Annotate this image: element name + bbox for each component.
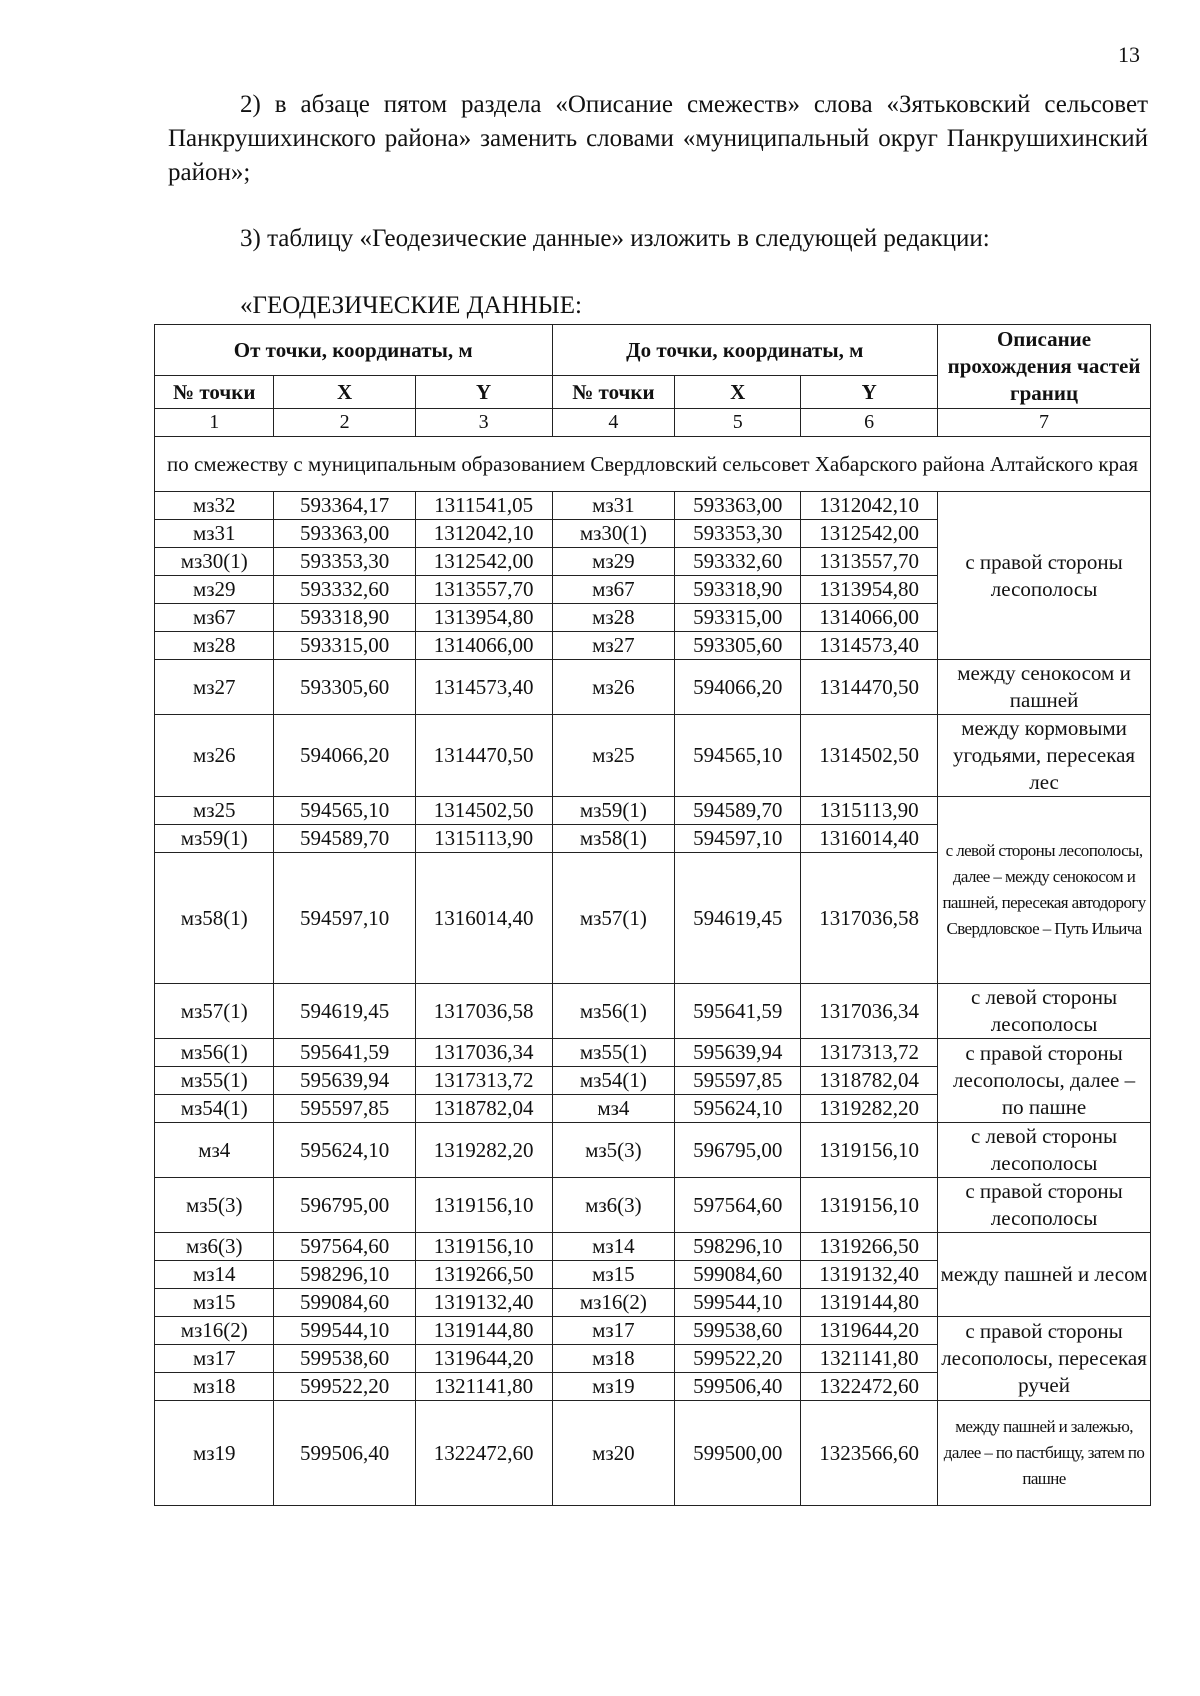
boundary-description-cell: с правой стороны лесополосы, далее – по пашне [938, 1039, 1151, 1123]
point-to-cell: мз58(1) [552, 825, 675, 853]
header-point-from: № точки [155, 376, 274, 409]
amendment-paragraph-3 [240, 222, 1140, 256]
x-to-cell: 594597,10 [675, 825, 801, 853]
section-title: по смежеству с муниципальным образованием Свердловский сельсовет Хабарского района Алтайского края [155, 437, 1151, 492]
point-from-cell: мз32 [155, 492, 274, 520]
table-row [155, 1039, 1151, 1067]
y-from-cell: 1311541,05 [415, 492, 552, 520]
x-from-cell: 593353,30 [274, 548, 415, 576]
boundary-description-cell: с правой стороны лесополосы [938, 1178, 1151, 1233]
header-y-from: Y [415, 376, 552, 409]
y-to-cell: 1319266,50 [801, 1233, 938, 1261]
boundary-description-cell: с левой стороны лесополосы [938, 984, 1151, 1039]
column-number: 4 [552, 409, 675, 437]
x-from-cell: 595639,94 [274, 1067, 415, 1095]
header-to-point: До точки, координаты, м [552, 325, 938, 376]
page-number: 13 [1118, 42, 1140, 67]
point-from-cell: мз17 [155, 1345, 274, 1373]
point-from-cell: мз25 [155, 797, 274, 825]
x-to-cell: 593315,00 [675, 604, 801, 632]
x-to-cell: 595597,85 [675, 1067, 801, 1095]
geodetic-data-table [154, 324, 1151, 1506]
x-to-cell: 599506,40 [675, 1373, 801, 1401]
y-from-cell: 1313954,80 [415, 604, 552, 632]
point-to-cell: мз56(1) [552, 984, 675, 1039]
x-to-cell: 599538,60 [675, 1317, 801, 1345]
x-from-cell: 594597,10 [274, 853, 415, 984]
y-to-cell: 1319144,80 [801, 1289, 938, 1317]
boundary-description-cell: между кормовыми угодьями, пересекая лес [938, 715, 1151, 797]
y-from-cell: 1316014,40 [415, 853, 552, 984]
table-row [155, 1178, 1151, 1233]
y-from-cell: 1315113,90 [415, 825, 552, 853]
y-from-cell: 1314066,00 [415, 632, 552, 660]
point-from-cell: мз19 [155, 1401, 274, 1506]
y-from-cell: 1312042,10 [415, 520, 552, 548]
point-to-cell: мз14 [552, 1233, 675, 1261]
x-from-cell: 593363,00 [274, 520, 415, 548]
header-description: Описание прохождения частей границ [938, 325, 1151, 409]
y-to-cell: 1315113,90 [801, 797, 938, 825]
x-to-cell: 595624,10 [675, 1095, 801, 1123]
point-to-cell: мз57(1) [552, 853, 675, 984]
x-to-cell: 597564,60 [675, 1178, 801, 1233]
y-to-cell: 1314502,50 [801, 715, 938, 797]
x-from-cell: 594565,10 [274, 797, 415, 825]
point-to-cell: мз26 [552, 660, 675, 715]
x-from-cell: 596795,00 [274, 1178, 415, 1233]
table-row [155, 492, 1151, 520]
y-to-cell: 1317313,72 [801, 1039, 938, 1067]
x-from-cell: 595624,10 [274, 1123, 415, 1178]
y-from-cell: 1317313,72 [415, 1067, 552, 1095]
x-to-cell: 596795,00 [675, 1123, 801, 1178]
point-to-cell: мз25 [552, 715, 675, 797]
point-to-cell: мз67 [552, 576, 675, 604]
x-from-cell: 594589,70 [274, 825, 415, 853]
y-from-cell: 1314573,40 [415, 660, 552, 715]
point-to-cell: мз30(1) [552, 520, 675, 548]
table-row [155, 660, 1151, 715]
boundary-description-cell: с правой стороны лесополосы, пересекая ручей [938, 1317, 1151, 1401]
point-from-cell: мз30(1) [155, 548, 274, 576]
column-number: 1 [155, 409, 274, 437]
x-from-cell: 593332,60 [274, 576, 415, 604]
point-from-cell: мз5(3) [155, 1178, 274, 1233]
table-row [155, 797, 1151, 825]
paragraph-text: 3) таблицу «Геодезические данные» изложить в следующей редакции: [240, 225, 990, 252]
y-to-cell: 1323566,60 [801, 1401, 938, 1506]
point-to-cell: мз28 [552, 604, 675, 632]
x-to-cell: 599522,20 [675, 1345, 801, 1373]
boundary-description-cell: между пашней и лесом [938, 1233, 1151, 1317]
y-to-cell: 1314066,00 [801, 604, 938, 632]
y-from-cell: 1322472,60 [415, 1401, 552, 1506]
y-to-cell: 1314573,40 [801, 632, 938, 660]
column-number-row [155, 409, 1151, 437]
x-from-cell: 593318,90 [274, 604, 415, 632]
point-to-cell: мз18 [552, 1345, 675, 1373]
x-from-cell: 599084,60 [274, 1289, 415, 1317]
y-to-cell: 1319132,40 [801, 1261, 938, 1289]
y-from-cell: 1321141,80 [415, 1373, 552, 1401]
x-from-cell: 595641,59 [274, 1039, 415, 1067]
point-to-cell: мз31 [552, 492, 675, 520]
point-from-cell: мз4 [155, 1123, 274, 1178]
y-from-cell: 1312542,00 [415, 548, 552, 576]
y-from-cell: 1319156,10 [415, 1178, 552, 1233]
x-to-cell: 593332,60 [675, 548, 801, 576]
header-row-groups [155, 325, 1151, 376]
x-to-cell: 595641,59 [675, 984, 801, 1039]
boundary-description-cell: между сенокосом и пашней [938, 660, 1151, 715]
y-to-cell: 1314470,50 [801, 660, 938, 715]
table-row [155, 1401, 1151, 1506]
x-to-cell: 595639,94 [675, 1039, 801, 1067]
y-to-cell: 1312042,10 [801, 492, 938, 520]
point-to-cell: мз4 [552, 1095, 675, 1123]
y-to-cell: 1319282,20 [801, 1095, 938, 1123]
y-from-cell: 1314470,50 [415, 715, 552, 797]
point-to-cell: мз59(1) [552, 797, 675, 825]
x-from-cell: 593315,00 [274, 632, 415, 660]
y-to-cell: 1317036,58 [801, 853, 938, 984]
point-from-cell: мз26 [155, 715, 274, 797]
boundary-description-cell: с левой стороны лесополосы [938, 1123, 1151, 1178]
header-x-from: X [274, 376, 415, 409]
point-from-cell: мз29 [155, 576, 274, 604]
x-to-cell: 598296,10 [675, 1233, 801, 1261]
y-to-cell: 1318782,04 [801, 1067, 938, 1095]
boundary-description-cell: между пашней и залежью, далее – по пастбищу, затем по пашне [938, 1401, 1151, 1506]
boundary-description-cell: с правой стороны лесополосы [938, 492, 1151, 660]
point-from-cell: мз6(3) [155, 1233, 274, 1261]
y-to-cell: 1321141,80 [801, 1345, 938, 1373]
table-row [155, 715, 1151, 797]
point-to-cell: мз27 [552, 632, 675, 660]
y-from-cell: 1319282,20 [415, 1123, 552, 1178]
point-to-cell: мз15 [552, 1261, 675, 1289]
point-from-cell: мз18 [155, 1373, 274, 1401]
x-from-cell: 599506,40 [274, 1401, 415, 1506]
point-from-cell: мз56(1) [155, 1039, 274, 1067]
x-from-cell: 599538,60 [274, 1345, 415, 1373]
point-from-cell: мз14 [155, 1261, 274, 1289]
y-from-cell: 1313557,70 [415, 576, 552, 604]
point-from-cell: мз27 [155, 660, 274, 715]
point-from-cell: мз31 [155, 520, 274, 548]
y-from-cell: 1319132,40 [415, 1289, 552, 1317]
table-row [155, 1123, 1151, 1178]
x-to-cell: 593318,90 [675, 576, 801, 604]
point-from-cell: мз58(1) [155, 853, 274, 984]
x-from-cell: 599522,20 [274, 1373, 415, 1401]
x-to-cell: 594589,70 [675, 797, 801, 825]
paragraph-text: 2) в абзаце пятом раздела «Описание смежеств» слова «Зятьковский сельсовет Панкрушихинского района» заменить словами «муниципальный округ Панкрушихинский район»; [168, 91, 1148, 186]
section-row [155, 437, 1151, 492]
x-to-cell: 599544,10 [675, 1289, 801, 1317]
y-to-cell: 1319156,10 [801, 1178, 938, 1233]
point-from-cell: мз16(2) [155, 1317, 274, 1345]
x-from-cell: 597564,60 [274, 1233, 415, 1261]
x-to-cell: 593353,30 [675, 520, 801, 548]
y-from-cell: 1318782,04 [415, 1095, 552, 1123]
point-from-cell: мз67 [155, 604, 274, 632]
point-from-cell: мз15 [155, 1289, 274, 1317]
y-from-cell: 1314502,50 [415, 797, 552, 825]
x-from-cell: 595597,85 [274, 1095, 415, 1123]
point-to-cell: мз19 [552, 1373, 675, 1401]
x-from-cell: 599544,10 [274, 1317, 415, 1345]
y-to-cell: 1317036,34 [801, 984, 938, 1039]
point-from-cell: мз55(1) [155, 1067, 274, 1095]
y-to-cell: 1312542,00 [801, 520, 938, 548]
y-to-cell: 1313557,70 [801, 548, 938, 576]
y-from-cell: 1319266,50 [415, 1261, 552, 1289]
point-from-cell: мз59(1) [155, 825, 274, 853]
y-from-cell: 1317036,34 [415, 1039, 552, 1067]
y-from-cell: 1319144,80 [415, 1317, 552, 1345]
point-from-cell: мз57(1) [155, 984, 274, 1039]
table-row [155, 984, 1151, 1039]
y-to-cell: 1313954,80 [801, 576, 938, 604]
x-to-cell: 599500,00 [675, 1401, 801, 1506]
point-to-cell: мз20 [552, 1401, 675, 1506]
y-to-cell: 1322472,60 [801, 1373, 938, 1401]
x-to-cell: 593305,60 [675, 632, 801, 660]
header-y-to: Y [801, 376, 938, 409]
y-to-cell: 1316014,40 [801, 825, 938, 853]
point-to-cell: мз54(1) [552, 1067, 675, 1095]
table-row [155, 1317, 1151, 1345]
x-from-cell: 594619,45 [274, 984, 415, 1039]
point-to-cell: мз6(3) [552, 1178, 675, 1233]
x-to-cell: 593363,00 [675, 492, 801, 520]
y-to-cell: 1319156,10 [801, 1123, 938, 1178]
y-from-cell: 1317036,58 [415, 984, 552, 1039]
amendment-paragraph-2 [168, 88, 1148, 190]
table-title: «ГЕОДЕЗИЧЕСКИЕ ДАННЫЕ: [240, 292, 582, 319]
x-from-cell: 593364,17 [274, 492, 415, 520]
header-x-to: X [675, 376, 801, 409]
y-to-cell: 1319644,20 [801, 1317, 938, 1345]
column-number: 7 [938, 409, 1151, 437]
y-from-cell: 1319156,10 [415, 1233, 552, 1261]
boundary-description-cell: с левой стороны лесополосы, далее – между сенокосом и пашней, пересекая автодорогу Свердловское – Путь Ильича [938, 797, 1151, 984]
column-number: 2 [274, 409, 415, 437]
column-number: 6 [801, 409, 938, 437]
point-from-cell: мз28 [155, 632, 274, 660]
table-row [155, 1233, 1151, 1261]
column-number: 5 [675, 409, 801, 437]
x-to-cell: 594066,20 [675, 660, 801, 715]
point-to-cell: мз17 [552, 1317, 675, 1345]
point-from-cell: мз54(1) [155, 1095, 274, 1123]
x-from-cell: 598296,10 [274, 1261, 415, 1289]
header-point-to: № точки [552, 376, 675, 409]
point-to-cell: мз29 [552, 548, 675, 576]
point-to-cell: мз5(3) [552, 1123, 675, 1178]
column-number: 3 [415, 409, 552, 437]
x-from-cell: 594066,20 [274, 715, 415, 797]
header-from-point: От точки, координаты, м [155, 325, 553, 376]
x-from-cell: 593305,60 [274, 660, 415, 715]
point-to-cell: мз55(1) [552, 1039, 675, 1067]
x-to-cell: 594619,45 [675, 853, 801, 984]
point-to-cell: мз16(2) [552, 1289, 675, 1317]
x-to-cell: 599084,60 [675, 1261, 801, 1289]
y-from-cell: 1319644,20 [415, 1345, 552, 1373]
x-to-cell: 594565,10 [675, 715, 801, 797]
